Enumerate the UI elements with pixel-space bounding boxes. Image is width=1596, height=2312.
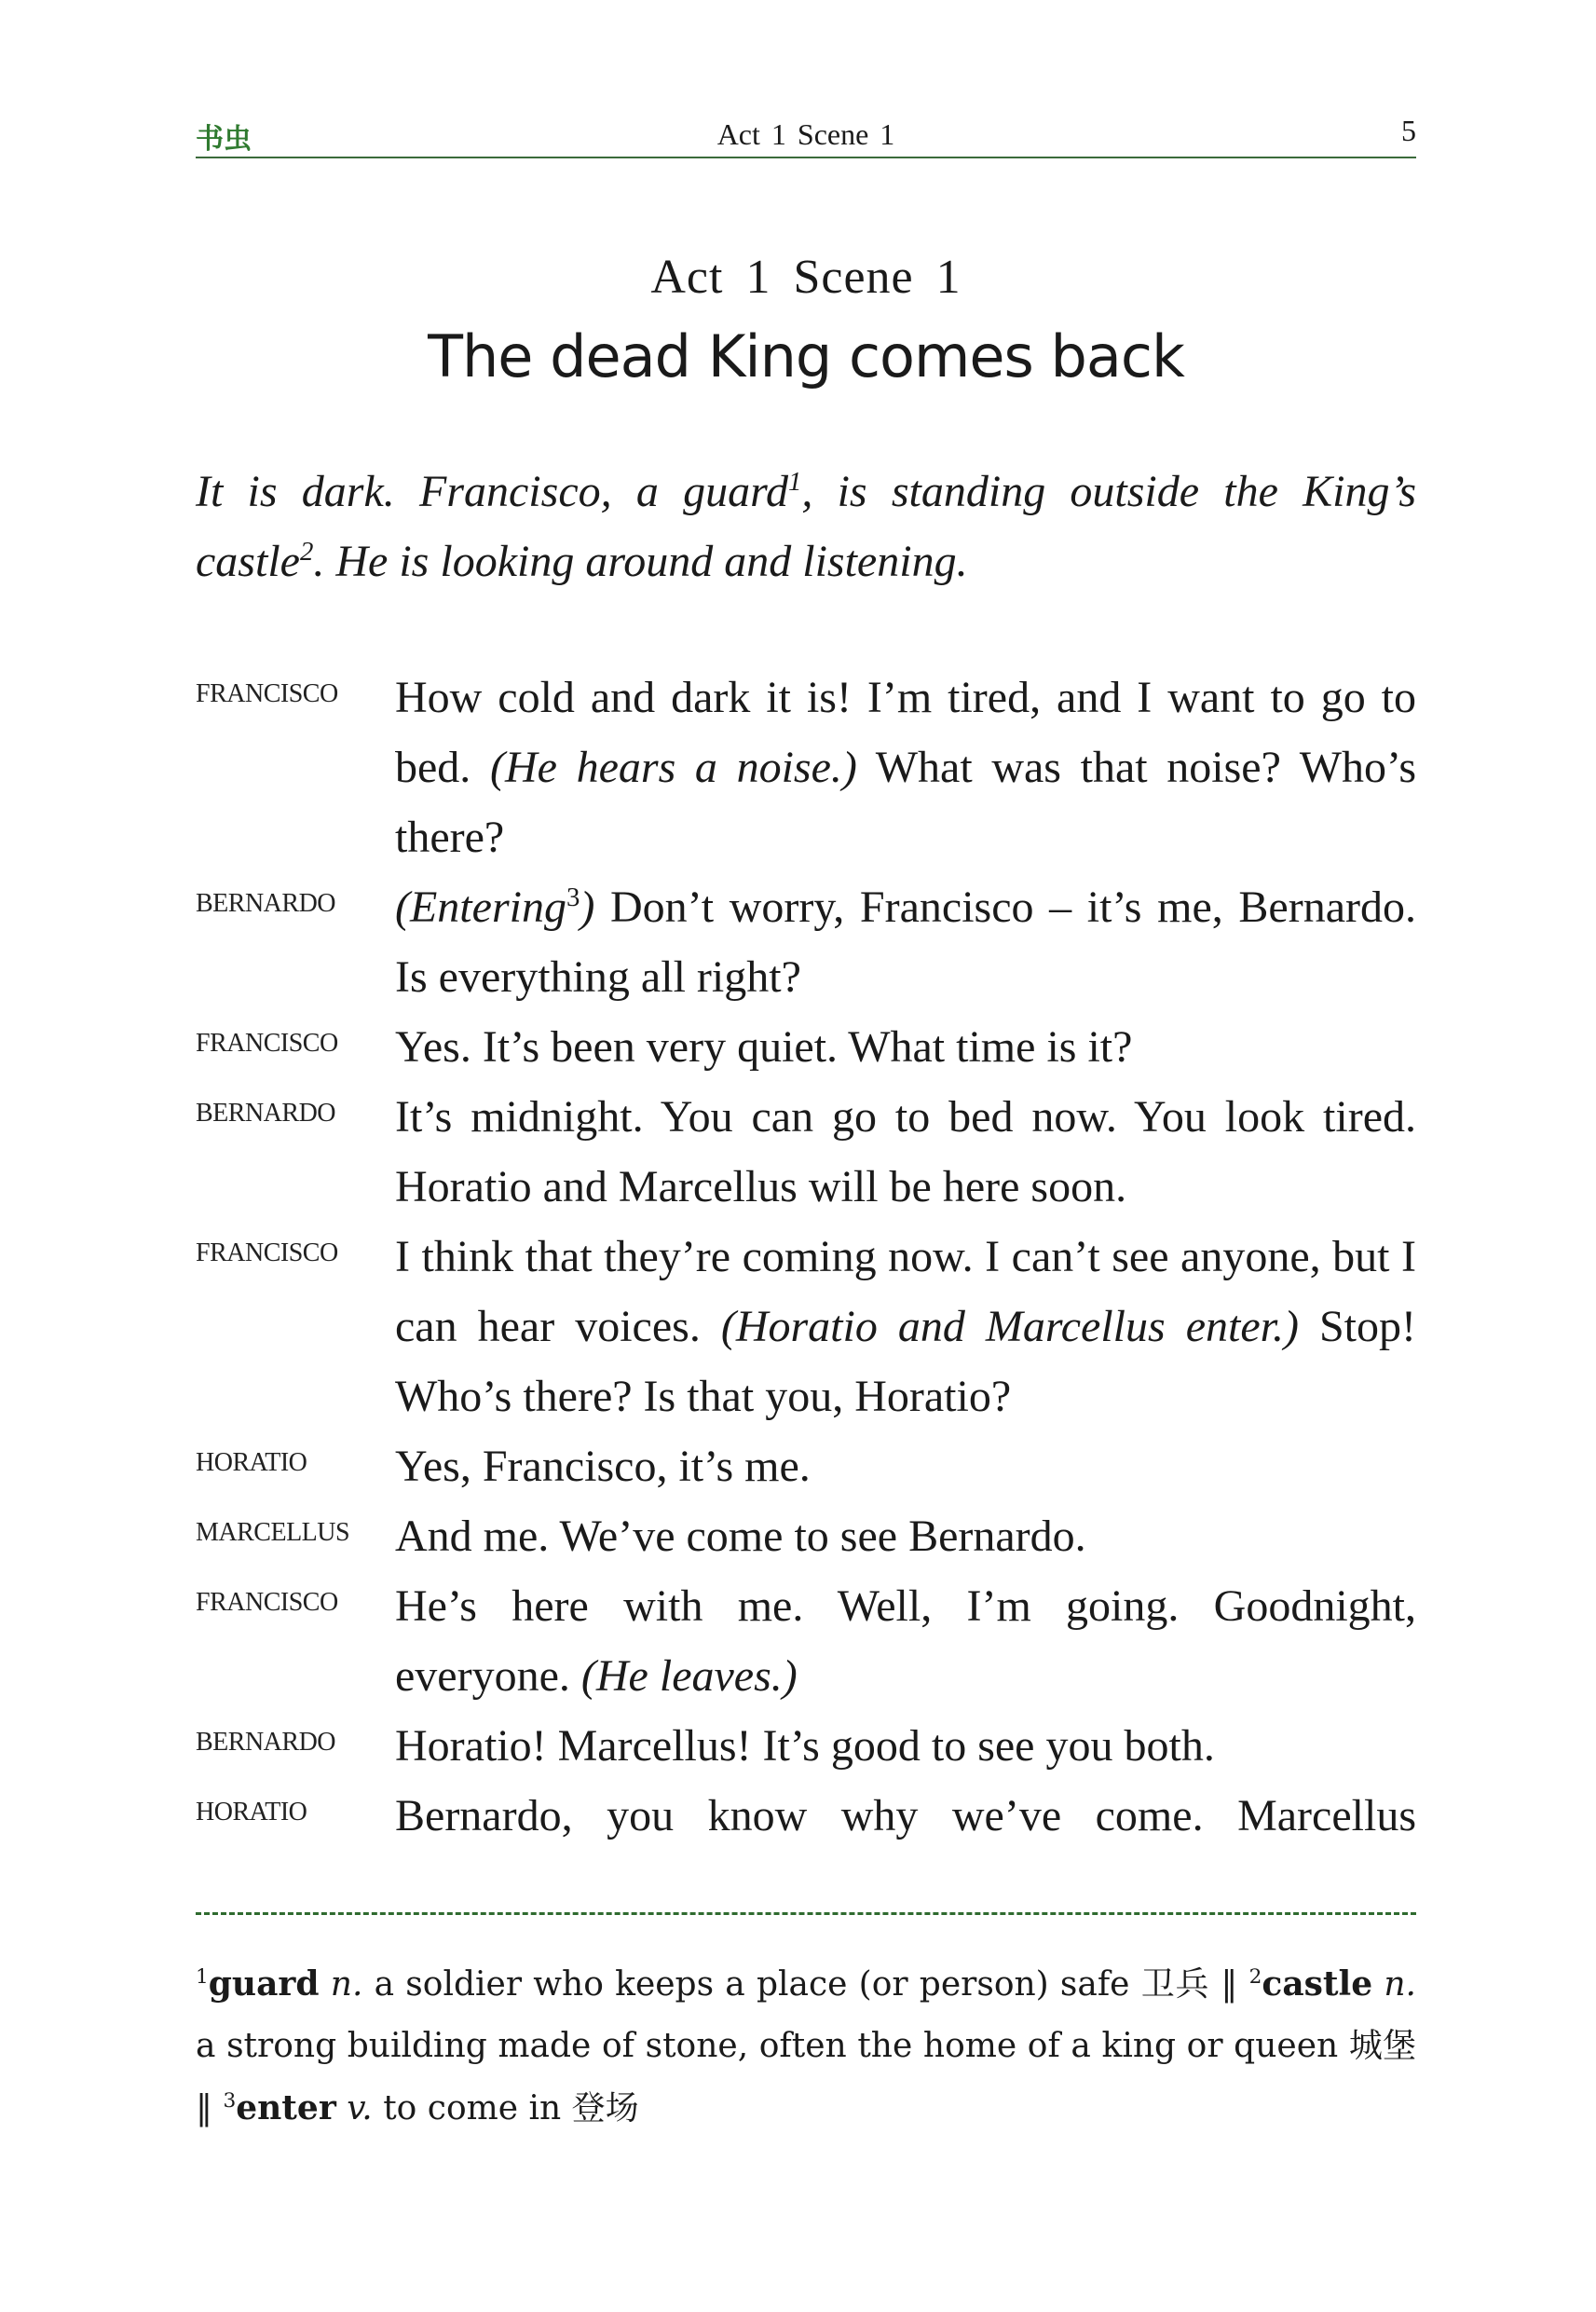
series-logo: 书虫 xyxy=(196,123,252,156)
speaker-name: FRANCISCO xyxy=(196,1238,338,1267)
page-header xyxy=(196,110,1416,158)
speech-text xyxy=(395,1431,1416,1501)
dialogue-line xyxy=(196,663,1416,872)
dialogue-line xyxy=(196,1711,1416,1781)
speech-text xyxy=(395,1501,1416,1571)
running-title: Act 1 Scene 1 xyxy=(716,117,895,151)
stage-aside: (He leaves.) xyxy=(580,1651,798,1701)
stage-aside: (Horatio and Marcellus enter.) xyxy=(720,1302,1299,1351)
footnote-ref-1[interactable]: 1 xyxy=(787,467,802,497)
speech-text xyxy=(395,1082,1416,1222)
speech-text xyxy=(395,872,1416,1012)
dialogue-line xyxy=(196,1012,1416,1082)
speech-text xyxy=(395,663,1416,872)
speech-text xyxy=(395,1222,1416,1431)
speech-text xyxy=(395,1711,1416,1781)
page-number: 5 xyxy=(1401,114,1416,147)
glossary-word: castle xyxy=(1262,1964,1373,2004)
speech-text xyxy=(395,1571,1416,1711)
dialogue-line xyxy=(196,1082,1416,1222)
speech-text xyxy=(395,1781,1416,1851)
dialogue-line xyxy=(196,1781,1416,1851)
speech-segment: How cold and dark it is! I’m tired, and I want to go to bed. xyxy=(395,673,1416,792)
speech-segment: It’s midnight. You can go to bed now. You look tired. Horatio and Marcellus will be here soon. xyxy=(395,1092,1416,1211)
dialogue-line xyxy=(196,872,1416,1012)
speech-segment: What was that noise? Who’s there? xyxy=(395,743,1417,862)
dialogue-line xyxy=(196,1431,1416,1501)
stage-direction xyxy=(196,457,1416,596)
speech-segment: I think that they’re coming now. I can’t see anyone, but I can hear voices. xyxy=(395,1232,1416,1351)
glossary-word: enter xyxy=(236,2088,336,2127)
glossary-definition: a strong building made of stone, often the home of a king or queen 城堡 ‖ xyxy=(196,2027,1416,2127)
stage-direction-text: It is dark. Francisco, a guard xyxy=(196,467,788,516)
speaker-name: BERNARDO xyxy=(196,1728,336,1757)
dialogue-line xyxy=(196,1222,1416,1431)
stage-aside: (He hears a noise.) xyxy=(489,743,857,792)
footnote-ref-3[interactable]: 3 xyxy=(566,882,580,912)
dialogue-line xyxy=(196,1501,1416,1571)
footnote-number: 1 xyxy=(196,1965,209,1989)
footnote-number: 2 xyxy=(1248,1965,1262,1989)
stage-aside: (Entering xyxy=(395,882,566,932)
stage-direction-text: . He is looking around and listening. xyxy=(313,537,968,586)
glossary-definition: to come in 登场 xyxy=(372,2089,639,2127)
scene-title: The dead King comes back xyxy=(428,322,1184,390)
stage-aside: ) xyxy=(580,882,595,932)
speaker-name: BERNARDO xyxy=(196,889,336,918)
dialogue xyxy=(196,663,1416,1851)
speaker-name: HORATIO xyxy=(196,1448,307,1477)
glossary-word: guard xyxy=(208,1964,320,2004)
speech-segment: Yes. It’s been very quiet. What time is it? xyxy=(395,1022,1133,1072)
part-of-speech: v. xyxy=(347,2089,373,2127)
speech-segment: Stop! Who’s there? Is that you, Horatio? xyxy=(395,1302,1417,1421)
part-of-speech: n. xyxy=(1384,1965,1416,2004)
footnote-divider xyxy=(196,1912,1416,1915)
speech-segment: Don’t worry, Francisco – it’s me, Bernardo. Is everything all right? xyxy=(395,882,1416,1002)
speaker-name: FRANCISCO xyxy=(196,1588,338,1617)
speaker-name: BERNARDO xyxy=(196,1099,336,1128)
speech-segment: Yes, Francisco, it’s me. xyxy=(395,1442,811,1491)
act-scene-heading: Act 1 Scene 1 xyxy=(650,251,962,304)
footnote-number: 3 xyxy=(223,2089,237,2113)
speech-text xyxy=(395,1012,1416,1082)
speech-segment: Bernardo, you know why we’ve come. Marcellus xyxy=(395,1791,1416,1840)
speaker-name: HORATIO xyxy=(196,1798,307,1826)
speech-segment: He’s here with me. Well, I’m going. Goodnight, everyone. xyxy=(395,1581,1416,1701)
speaker-name: MARCELLUS xyxy=(196,1518,350,1547)
part-of-speech: n. xyxy=(330,1965,363,2004)
stage-direction-text: , is standing outside the King’s castle xyxy=(196,467,1416,586)
glossary-definition: a soldier who keeps a place (or person) safe 卫兵 ‖ xyxy=(362,1965,1249,2004)
speech-segment: And me. We’ve come to see Bernardo. xyxy=(395,1512,1086,1561)
speaker-name: FRANCISCO xyxy=(196,679,338,708)
footnote-ref-2[interactable]: 2 xyxy=(299,537,314,567)
speaker-name: FRANCISCO xyxy=(196,1029,338,1058)
footnotes xyxy=(196,1953,1416,2140)
dialogue-line xyxy=(196,1571,1416,1711)
speech-segment: Horatio! Marcellus! It’s good to see you both. xyxy=(395,1721,1215,1771)
